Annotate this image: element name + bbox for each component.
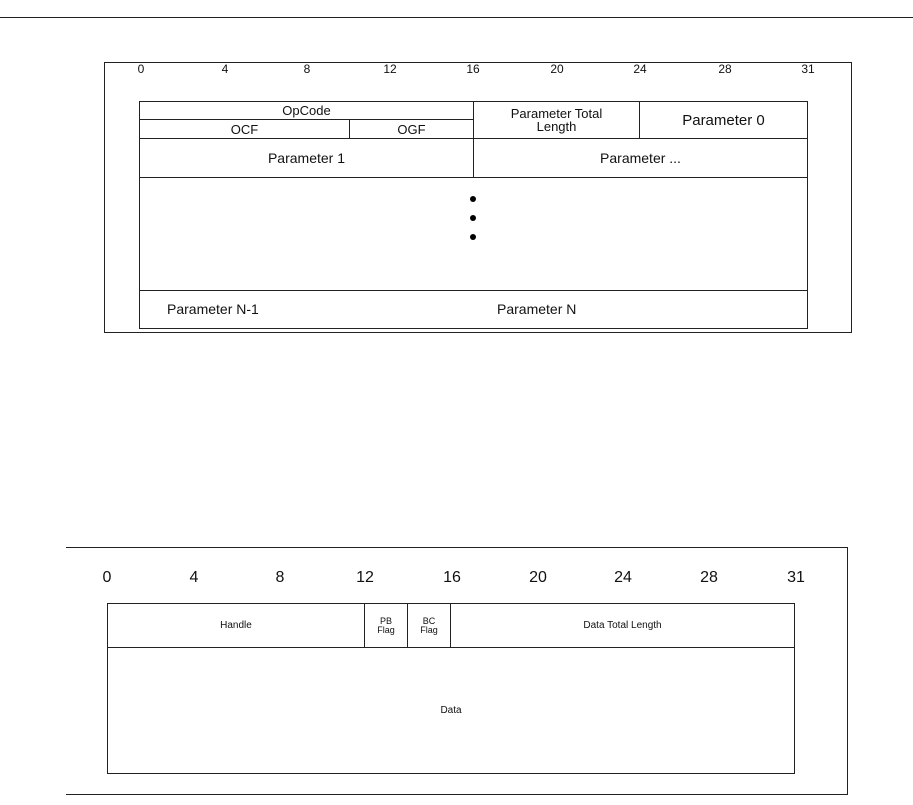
parameter-0-field [639,101,808,139]
parameter-n-label: Parameter N [497,301,577,317]
command-tick-16: 16 [466,62,480,76]
acl-tick-31: 31 [787,569,805,586]
parameter-ellipsis-label: Parameter ... [600,150,681,166]
data-label: Data [440,704,462,716]
acl-tick-20: 20 [529,569,547,586]
continuation-dot [470,196,476,202]
acl-frame-right [847,547,848,795]
command-tick-0: 0 [137,62,145,76]
parameter-total-length-label: Parameter Total Length [510,106,603,134]
pb-flag-field [364,603,408,648]
parameter-ellipsis-field [473,138,808,178]
page-top-rule [0,17,913,18]
acl-tick-16: 16 [443,569,461,586]
parameter-n-minus-1-label: Parameter N-1 [167,301,259,317]
parameter-total-length-field [473,101,640,139]
acl-tick-12: 12 [356,569,374,586]
ocf-label: OCF [230,121,259,137]
ogf-label: OGF [397,121,426,137]
handle-field [107,603,365,648]
command-tick-12: 12 [383,62,397,76]
acl-tick-28: 28 [700,569,718,586]
command-tick-28: 28 [718,62,732,76]
continuation-dot [470,215,476,221]
data-total-length-label: Data Total Length [583,619,662,631]
handle-label: Handle [220,619,252,631]
acl-tick-4: 4 [189,569,199,586]
parameter-0-label: Parameter 0 [682,111,765,129]
bc-flag-label: BC Flag [420,615,438,635]
continuation-dot [470,234,476,240]
command-tick-4: 4 [221,62,229,76]
data-field [107,647,795,774]
pb-flag-label: PB Flag [377,615,395,635]
opcode-label: OpCode [282,103,331,118]
ogf-field [349,119,474,139]
opcode-field [139,101,474,120]
acl-frame-top [66,547,848,548]
command-tick-8: 8 [303,62,311,76]
parameter-1-label: Parameter 1 [267,150,346,166]
command-tick-20: 20 [550,62,564,76]
bc-flag-field [407,603,451,648]
command-tick-24: 24 [633,62,647,76]
ocf-field [139,119,350,139]
acl-tick-24: 24 [614,569,632,586]
parameter-1-field [139,138,474,178]
data-total-length-field [450,603,795,648]
acl-tick-0: 0 [102,569,112,586]
acl-tick-8: 8 [275,569,285,586]
acl-frame-bottom [66,794,848,795]
command-tick-31: 31 [801,62,815,76]
